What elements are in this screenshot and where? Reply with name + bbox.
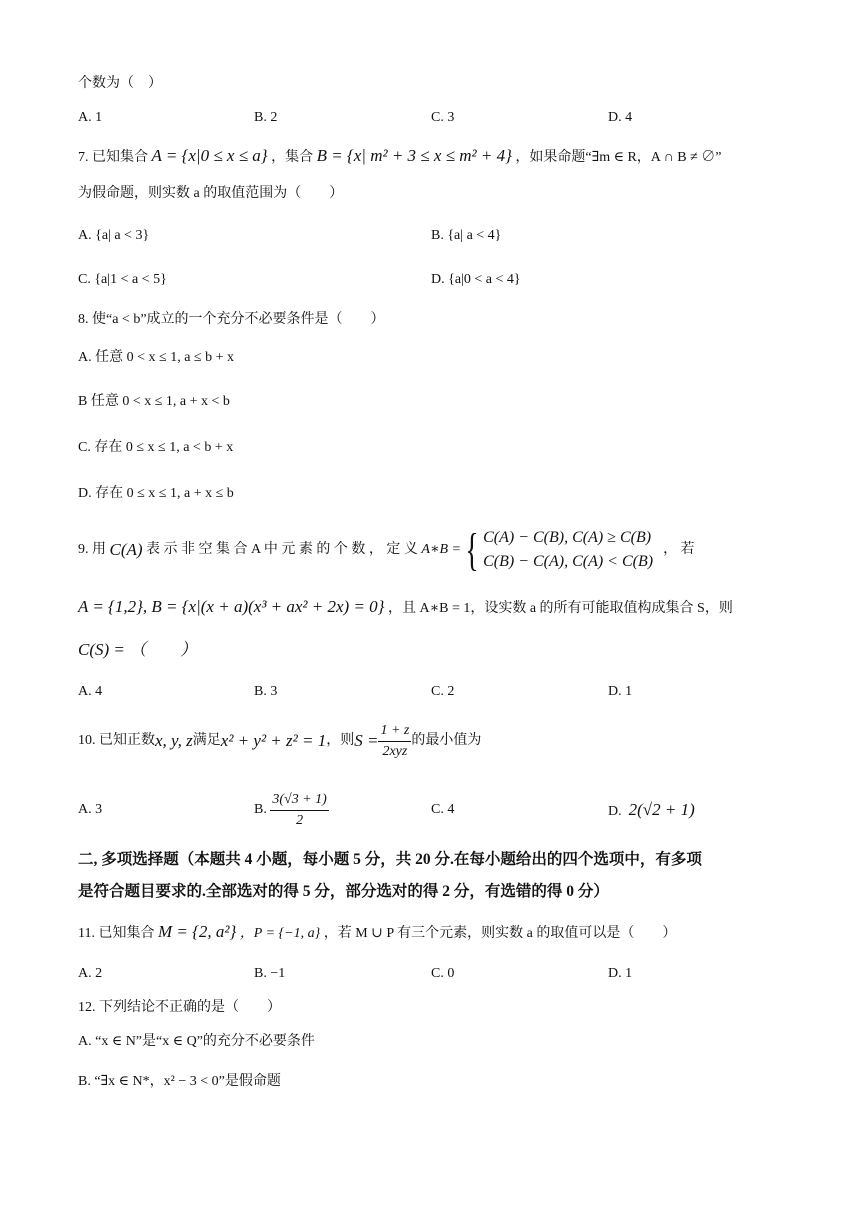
q12-option-b: B. “∃x ∈ N*，x² − 3 < 0”是假命题 xyxy=(78,1074,281,1089)
q6-option-a: A. 1 xyxy=(78,110,103,125)
q9-sets: A = {1,2}, B = {x|(x + a)(x³ + ax² + 2x) = 0} xyxy=(78,597,385,616)
q7-set-a: A = {x|0 ≤ x ≤ a} xyxy=(151,146,268,165)
q9-case-2: C(B) − C(A), C(A) < C(B) xyxy=(483,553,654,570)
q6-option-c: C. 3 xyxy=(431,110,455,125)
q9-ruo: ， 若 xyxy=(663,542,695,557)
q11-tail: ，若 M ∪ P 有三个元素，则实数 a 的取值可以是（ ） xyxy=(323,926,677,941)
left-brace-icon: { xyxy=(465,524,479,575)
q8-stem: 8. 使“a < b”成立的一个充分不必要条件是（ ） xyxy=(78,312,385,327)
section-2-heading-line2: 是符合题目要求的.全部选对的得 5 分，部分选对的得 2 分，有选错的得 0 分） xyxy=(78,883,609,900)
q7-option-d: D. {a|0 < a < 4} xyxy=(431,272,521,287)
q9-case-1: C(A) − C(B), C(A) ≥ C(B) xyxy=(483,529,652,546)
q8-option-d: D. 存在 0 ≤ x ≤ 1, a + x ≤ b xyxy=(78,486,234,501)
q11-option-b: B. −1 xyxy=(254,966,286,981)
q10-option-d xyxy=(608,800,695,822)
q6-tail: 个数为（ ） xyxy=(78,76,162,91)
q10-equation: x² + y² + z² = 1 xyxy=(220,731,327,750)
q7-condition: ，如果命题“∃m ∈ R，A ∩ B ≠ ∅” xyxy=(515,150,722,165)
q6-option-d: D. 4 xyxy=(608,110,633,125)
q11-option-d: D. 1 xyxy=(608,966,633,981)
q9-option-b: B. 3 xyxy=(254,684,278,699)
q7-line2: 为假命题，则实数 a 的取值范围为（ ） xyxy=(78,186,344,201)
q7-option-c: C. {a|1 < a < 5} xyxy=(78,272,167,287)
q10-then: ，则 xyxy=(326,733,355,748)
q9-line1 xyxy=(78,522,695,578)
q9-c-of-a: C(A) xyxy=(109,540,143,559)
q10-prefix: 10. 已知正数 xyxy=(78,733,155,748)
q8-option-b: B 任意 0 < x ≤ 1, a + x < b xyxy=(78,394,230,409)
q9-c-of-s: C(S) = （ ） xyxy=(78,640,198,659)
q10-fraction xyxy=(378,721,411,762)
q10-numerator: 1 + z xyxy=(378,721,411,742)
q7-set-b: B = {x| m² + 3 ≤ x ≤ m² + 4} xyxy=(316,146,512,165)
q10-option-b-numerator: 3(√3 + 1) xyxy=(270,790,328,811)
q9-option-c: C. 2 xyxy=(431,684,455,699)
q8-option-c: C. 存在 0 ≤ x ≤ 1, a < b + x xyxy=(78,440,234,455)
q9-cases xyxy=(483,526,653,574)
q10-vars: x, y, z xyxy=(155,731,193,750)
q9-line3 xyxy=(78,640,197,662)
q10-s: S = xyxy=(354,731,379,750)
q7-option-b: B. {a| a < 4} xyxy=(431,228,502,243)
q9-definition: A∗B = xyxy=(421,542,461,557)
q11-option-a: A. 2 xyxy=(78,966,103,981)
q7-prefix: 7. 已知集合 xyxy=(78,150,148,165)
q9-option-a: A. 4 xyxy=(78,684,103,699)
q11-option-c: C. 0 xyxy=(431,966,455,981)
q10-line1 xyxy=(78,718,481,764)
q11-prefix: 11. 已知集合 xyxy=(78,926,155,941)
q12-stem: 12. 下列结论不正确的是（ ） xyxy=(78,1000,281,1015)
q7-mid: ，集合 xyxy=(271,150,314,165)
q10-option-d-value: 2(√2 + 1) xyxy=(628,800,695,819)
q7-line1 xyxy=(78,146,722,168)
q12-option-a: A. “x ∈ N”是“x ∈ Q”的充分不必要条件 xyxy=(78,1034,315,1049)
q10-option-a: A. 3 xyxy=(78,802,103,817)
q8-option-a: A. 任意 0 < x ≤ 1, a ≤ b + x xyxy=(78,350,234,365)
q10-option-b-fraction xyxy=(270,790,328,831)
q9-line2 xyxy=(78,597,733,619)
q9-line2-text: ，且 A∗B = 1，设实数 a 的所有可能取值构成集合 S，则 xyxy=(387,601,733,616)
q10-option-b-label: B. xyxy=(254,802,267,817)
q11-set-m: M = {2, a²} xyxy=(157,922,237,941)
q10-mid: 满足 xyxy=(192,733,221,748)
q10-option-d-label: D. xyxy=(608,804,622,819)
q9-mid: 表 示 非 空 集 合 A 中 元 素 的 个 数 ， 定 义 xyxy=(146,542,418,557)
q9-lead: 9. 用 xyxy=(78,542,106,557)
q10-tail: 的最小值为 xyxy=(411,733,482,748)
q10-option-c: C. 4 xyxy=(431,802,455,817)
q10-option-b-denominator: 2 xyxy=(296,812,304,828)
q11-set-p: ，P = {−1, a} xyxy=(239,926,321,941)
q6-option-b: B. 2 xyxy=(254,110,278,125)
section-2-heading-line1: 二, 多项选择题（本题共 4 小题，每小题 5 分，共 20 分.在每小题给出的四个选项中，有多项 xyxy=(78,851,702,868)
q7-option-a: A. {a| a < 3} xyxy=(78,228,150,243)
q11-line1 xyxy=(78,922,676,944)
q10-option-b xyxy=(254,784,329,836)
q10-denominator: 2xyz xyxy=(382,743,408,759)
q9-option-d: D. 1 xyxy=(608,684,633,699)
